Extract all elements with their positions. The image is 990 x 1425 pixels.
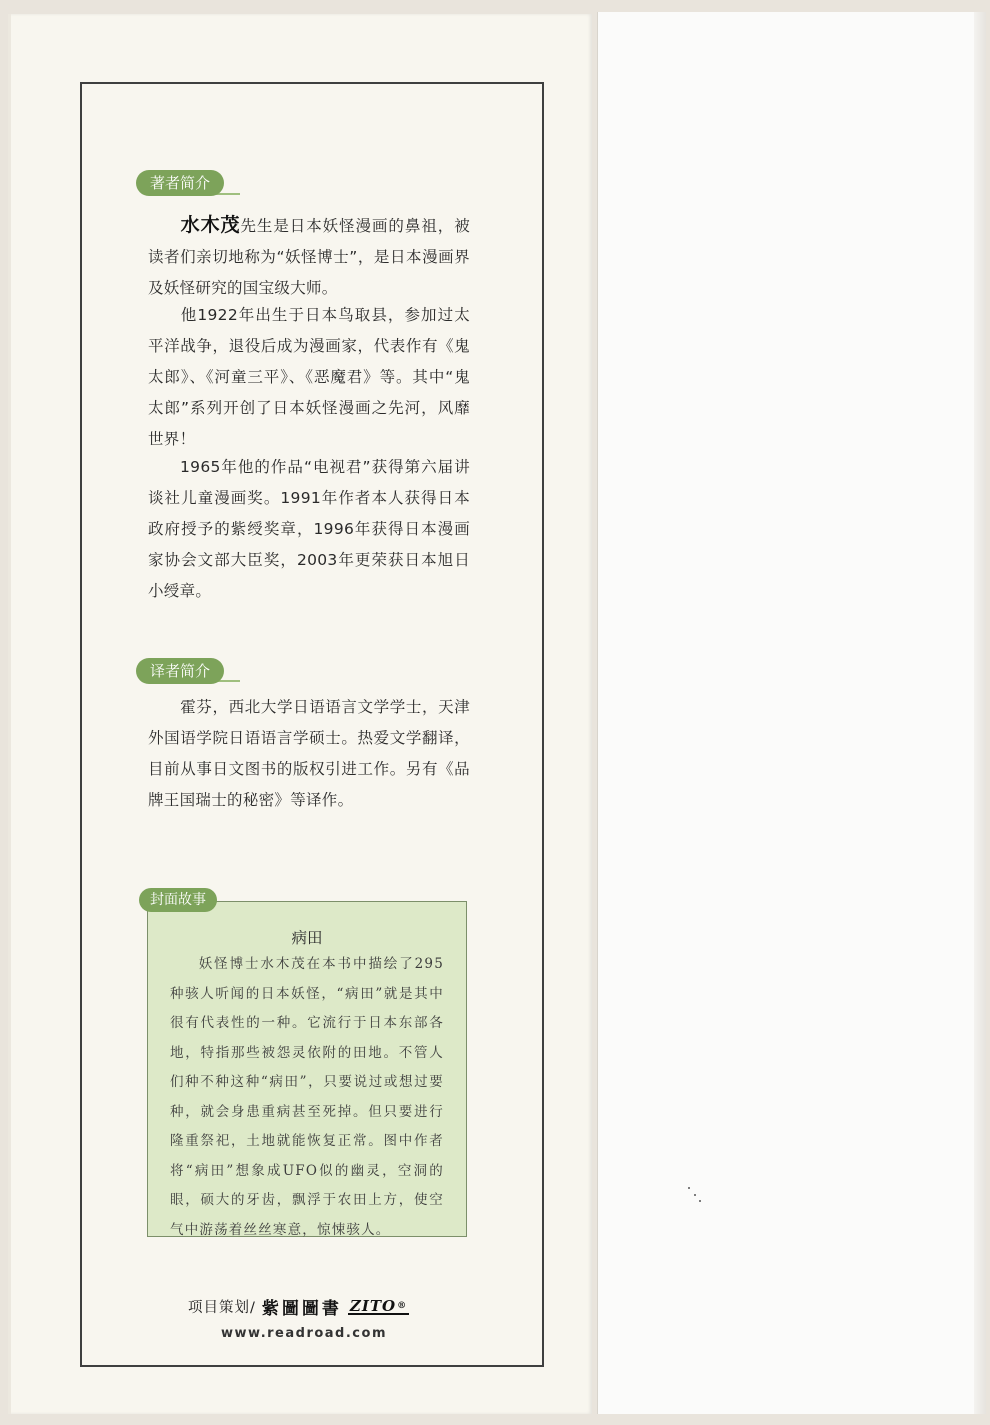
author-heading: 著者简介	[136, 170, 224, 196]
scan-speck	[699, 1200, 701, 1202]
zito-logo	[348, 1296, 409, 1315]
cover-story-title: 病田	[291, 929, 323, 947]
scan-speck	[694, 1194, 696, 1196]
author-paragraph-3-text: 1965年他的作品“电视君”获得第六届讲谈社儿童漫画奖。1991年作者本人获得日本政府授予的紫绶奖章，1996年获得日本漫画家协会文部大臣奖，2003年更荣获日本旭日小绶章。	[148, 458, 470, 600]
author-paragraph-3	[148, 452, 470, 607]
author-name: 水木茂	[180, 214, 241, 236]
cover-story-box	[147, 901, 467, 1237]
website-url: www.readroad.com	[221, 1326, 387, 1341]
publisher-seal: 紫圖圖書	[261, 1299, 342, 1319]
author-intro-text: 先生是日本妖怪漫画的鼻祖，被读者们亲切地称为“妖怪博士”，是日本漫画界及妖怪研究的国宝级大师。	[148, 217, 470, 297]
registered-mark: ®	[397, 1300, 408, 1311]
author-intro	[148, 210, 470, 304]
scan-speck	[688, 1187, 690, 1189]
author-paragraph-2	[148, 300, 470, 455]
inner-page	[597, 12, 986, 1414]
cover-story-text	[170, 950, 444, 1245]
logo-text: ZITO	[349, 1296, 397, 1315]
publisher-credit	[188, 1294, 409, 1319]
author-paragraph-2-text: 他1922年出生于日本鸟取县，参加过太平洋战争，退役后成为漫画家，代表作有《鬼太郎》、《河童三平》、《恶魔君》等。其中“鬼太郎”系列开创了日本妖怪漫画之先河，风靡世界！	[148, 306, 470, 448]
translator-heading: 译者简介	[136, 658, 224, 684]
translator-paragraph-text: 霍芬，西北大学日语语言文学学士，天津外国语学院日语语言学硕士。热爱文学翻译，目前从事日文图书的版权引进工作。另有《品牌王国瑞士的秘密》等译作。	[148, 698, 470, 809]
cover-story-heading: 封面故事	[139, 888, 217, 912]
cover-story-body: 妖怪博士水木茂在本书中描绘了295种骇人听闻的日本妖怪，“病田”就是其中很有代表性的一种。它流行于日本东部各地，特指那些被怨灵依附的田地。不管人们种不种这种“病田”，只要说过或想过要种，就会身患重病甚至死掉。但只要进行隆重祭祀，土地就能恢复正常。图中作者将“病田”想象成UFO似的幽灵，空洞的眼，硕大的牙齿，飘浮于农田上方，使空气中游荡着丝丝寒意，惊悚骇人。	[170, 956, 444, 1238]
translator-paragraph	[148, 692, 470, 816]
credit-label: 项目策划/	[188, 1300, 256, 1316]
